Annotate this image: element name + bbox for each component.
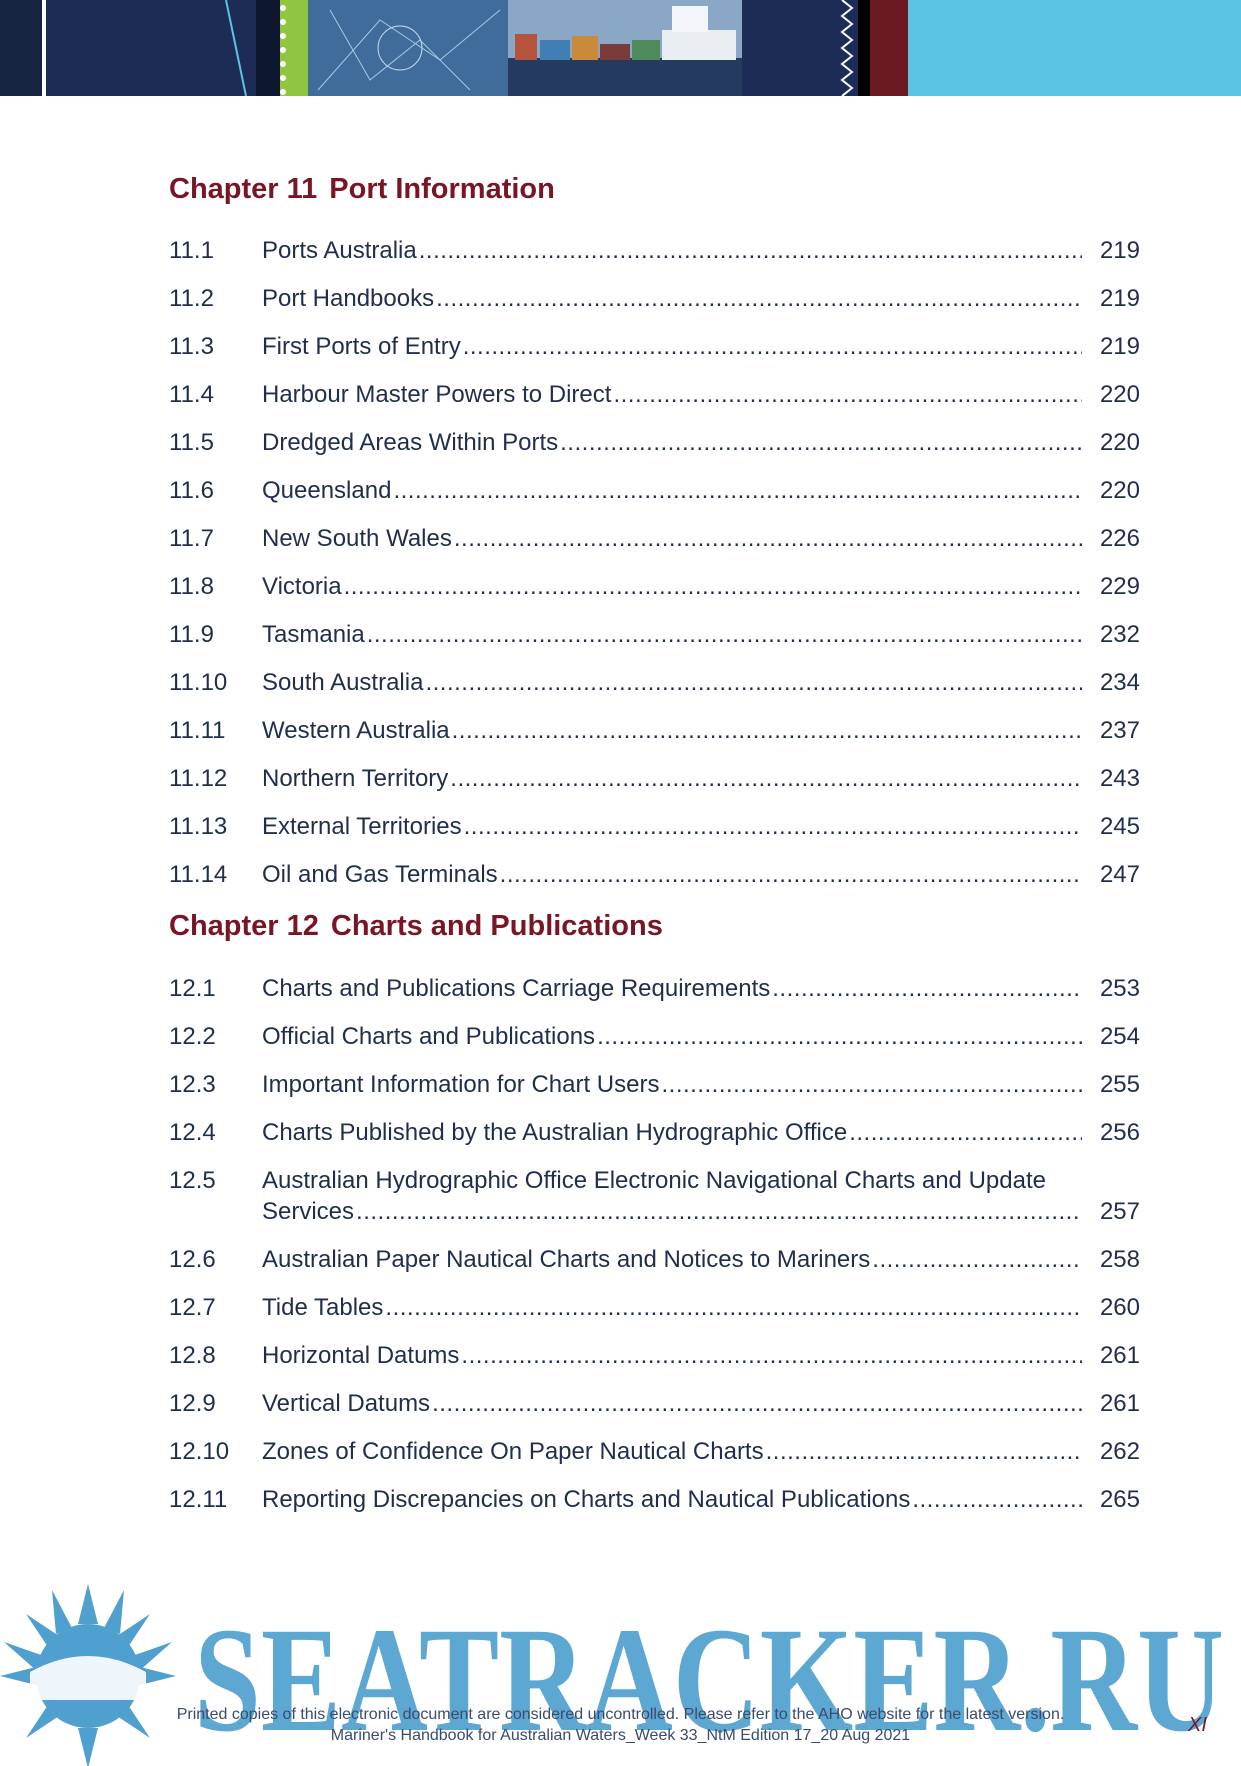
dot-leader: [463, 331, 1082, 362]
section-title: Horizontal Datums: [262, 1342, 460, 1369]
page-ref: 220: [1099, 477, 1140, 504]
page-ref: 226: [1099, 525, 1140, 552]
header-banner: [0, 0, 1241, 96]
section-title: First Ports of Entry: [262, 333, 461, 360]
page-ref: 261: [1099, 1390, 1140, 1417]
section-number: 11.11: [169, 717, 226, 744]
dot-leader: [454, 523, 1082, 554]
section-title: Charts and Publications Carriage Requirements: [262, 975, 771, 1002]
section-number: 11.12: [169, 765, 228, 792]
page-ref: 253: [1099, 975, 1140, 1002]
dot-leader: [419, 235, 1082, 266]
section-title: Tasmania: [262, 621, 365, 648]
page-ref: 220: [1099, 381, 1140, 408]
dot-leader: [912, 1484, 1082, 1515]
chapter-11-heading: [169, 173, 555, 206]
section-number: 11.14: [169, 861, 228, 888]
chapter-title: Port Information: [329, 173, 555, 205]
section-number: 11.13: [169, 813, 228, 840]
section-number: 12.2: [169, 1023, 216, 1050]
section-number: 12.4: [169, 1119, 216, 1146]
section-number: 11.7: [169, 525, 214, 552]
dot-leader: [344, 571, 1082, 602]
section-title: Australian Paper Nautical Charts and Notices to Mariners: [262, 1246, 871, 1273]
dot-leader: [464, 811, 1082, 842]
dot-leader: [356, 1196, 1082, 1227]
section-number: 12.8: [169, 1342, 216, 1369]
section-title: Zones of Confidence On Paper Nautical Charts: [262, 1438, 764, 1465]
section-title: Northern Territory: [262, 765, 449, 792]
dot-leader: [452, 715, 1082, 746]
section-number: 12.10: [169, 1438, 230, 1465]
section-number: 12.6: [169, 1246, 216, 1273]
section-title: Harbour Master Powers to Direct: [262, 381, 612, 408]
section-number: 11.8: [169, 573, 214, 600]
dot-leader: [367, 619, 1082, 650]
page-ref: 243: [1099, 765, 1140, 792]
section-number: 12.7: [169, 1294, 216, 1321]
section-number: 12.9: [169, 1390, 216, 1417]
page-ref: 220: [1099, 429, 1140, 456]
section-number: 11.9: [169, 621, 214, 648]
page-ref: 262: [1099, 1438, 1140, 1465]
container-ship-image: [508, 0, 742, 96]
dot-leader: [661, 1069, 1082, 1100]
section-title: Western Australia: [262, 717, 450, 744]
page-ref: 256: [1099, 1119, 1140, 1146]
section-number: 11.3: [169, 333, 214, 360]
section-title: Vertical Datums: [262, 1390, 431, 1417]
section-title: Reporting Discrepancies on Charts and Nautical Publications: [262, 1486, 911, 1513]
section-number: 12.1: [169, 975, 216, 1002]
dot-leader: [613, 379, 1082, 410]
page-ref: 237: [1099, 717, 1140, 744]
section-title: New South Wales: [262, 525, 452, 552]
dot-leader: [436, 283, 1082, 314]
section-title: Port Handbooks: [262, 285, 435, 312]
section-number: 11.2: [169, 285, 214, 312]
section-number: 11.10: [169, 669, 228, 696]
section-number: 11.5: [169, 429, 214, 456]
section-number: 11.1: [169, 237, 214, 264]
section-title: Dredged Areas Within Ports: [262, 429, 559, 456]
dot-leader: [872, 1244, 1082, 1275]
dot-leader: [450, 763, 1082, 794]
page-ref: 261: [1099, 1342, 1140, 1369]
page-ref: 254: [1099, 1023, 1140, 1050]
section-number: 12.11: [169, 1486, 228, 1513]
watermark-text: SEATRACKER.RU: [194, 1597, 1224, 1763]
dot-leader: [385, 1292, 1082, 1323]
page-ref: 234: [1099, 669, 1140, 696]
section-title: Ports Australia: [262, 237, 417, 264]
chapter-title: Charts and Publications: [330, 910, 663, 942]
chapter-label: Chapter 12: [169, 910, 319, 942]
section-number: 12.5: [169, 1167, 216, 1194]
nautical-chart-image: [308, 0, 508, 96]
section-title: Tide Tables: [262, 1294, 384, 1321]
section-title: Charts Published by the Australian Hydrographic Office: [262, 1119, 848, 1146]
section-title: Official Charts and Publications: [262, 1023, 596, 1050]
page-ref: 232: [1099, 621, 1140, 648]
page-ref: 229: [1099, 573, 1140, 600]
page-ref: 260: [1099, 1294, 1140, 1321]
dot-leader: [597, 1021, 1082, 1052]
footer-document-info: Mariner's Handbook for Australian Waters_Week 33_NtM Edition 17_20 Aug 2021: [330, 1727, 911, 1744]
footer-disclaimer: Printed copies of this electronic document are considered uncontrolled. Please refer to the AHO website for the latest version.: [176, 1706, 1065, 1723]
section-title: Victoria: [262, 573, 342, 600]
dot-leader: [500, 859, 1082, 890]
dot-leader: [849, 1117, 1082, 1148]
page-ref: 255: [1099, 1071, 1140, 1098]
page-ref: 219: [1099, 333, 1140, 360]
page-ref: 247: [1099, 861, 1140, 888]
section-title: South Australia: [262, 669, 424, 696]
section-title: Services: [262, 1198, 355, 1225]
dot-leader: [461, 1340, 1082, 1371]
page-ref: 245: [1099, 813, 1140, 840]
section-title: Important Information for Chart Users: [262, 1071, 660, 1098]
page-ref: 258: [1099, 1246, 1140, 1273]
page-ref: 219: [1099, 237, 1140, 264]
section-title-line1: Australian Hydrographic Office Electronic Navigational Charts and Update: [262, 1167, 1046, 1194]
page-ref: 219: [1099, 285, 1140, 312]
section-title: Queensland: [262, 477, 392, 504]
section-number: 12.3: [169, 1071, 216, 1098]
dot-leader: [772, 973, 1082, 1004]
dot-leader: [560, 427, 1082, 458]
page-number: XI: [1188, 1714, 1207, 1736]
dot-leader: [432, 1388, 1082, 1419]
section-number: 11.6: [169, 477, 214, 504]
section-title: Oil and Gas Terminals: [262, 861, 498, 888]
dot-leader: [393, 475, 1082, 506]
chapter-12-heading: [169, 910, 663, 943]
section-title: External Territories: [262, 813, 462, 840]
section-number: 11.4: [169, 381, 214, 408]
dot-leader: [766, 1436, 1082, 1467]
dot-leader: [425, 667, 1082, 698]
page-ref: 265: [1099, 1486, 1140, 1513]
page-ref: 257: [1099, 1198, 1140, 1225]
chapter-label: Chapter 11: [169, 173, 318, 205]
